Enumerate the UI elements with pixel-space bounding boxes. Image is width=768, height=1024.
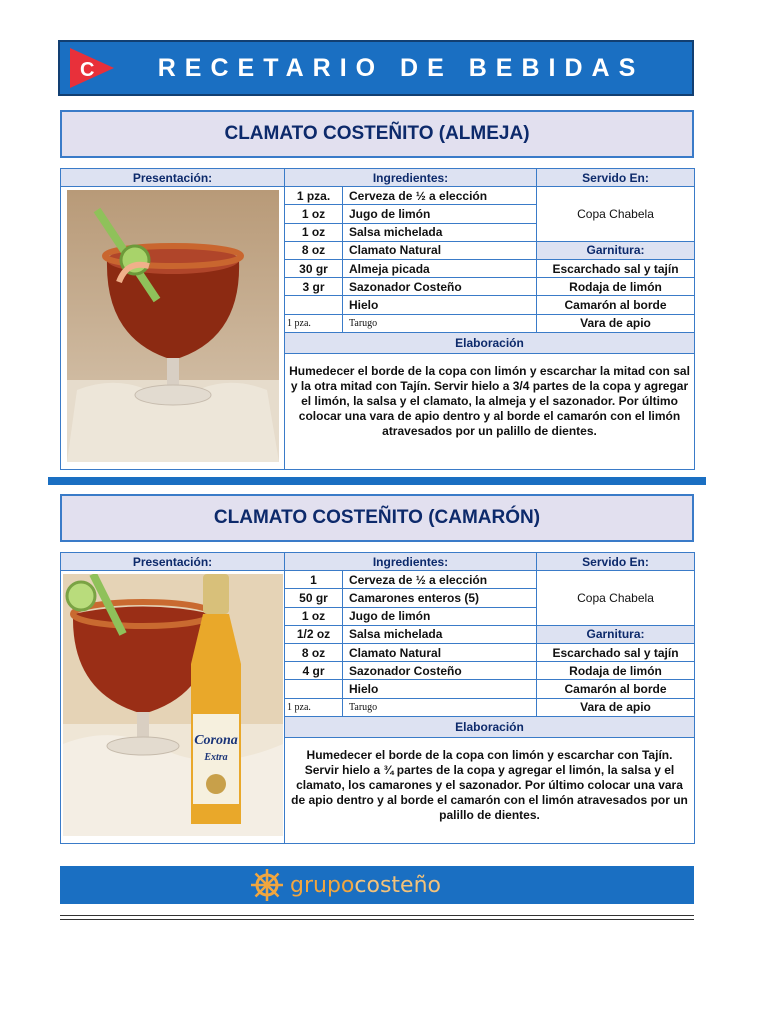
ingredient-name: Cerveza de ½ a elección	[343, 187, 537, 205]
garnish-item: Escarchado sal y tajín	[537, 643, 695, 661]
ingredient-name: Cerveza de ½ a elección	[343, 571, 537, 589]
garnish-item: Camarón al borde	[537, 680, 695, 698]
section-divider	[48, 477, 706, 485]
ingredient-qty: 1 pza.	[285, 314, 343, 332]
bottle-brand: Corona	[193, 733, 238, 749]
ingredients-header: Ingredientes:	[285, 553, 537, 571]
ingredient-name: Almeja picada	[343, 259, 537, 277]
footer-banner	[60, 866, 694, 904]
ingredient-name: Sazonador Costeño	[343, 278, 537, 296]
ingredient-name: Hielo	[343, 680, 537, 698]
ingredient-qty: 3 gr	[285, 278, 343, 296]
ingredient-qty: 50 gr	[285, 589, 343, 607]
ingredient-qty	[285, 680, 343, 698]
clamato-camaron-image	[63, 574, 283, 836]
elaboration-text: Humedecer el borde de la copa con limón y escarchar la mitad con sal y la otra mitad con Tajín. Servir hielo a 3/4 partes de la copa y agregar el limón, la salsa y el clamato, la almeja y el sazonador. Por último colocar una vara de apio dentro y al borde el camarón con el limón atravesados por un palillo de dientes.	[285, 353, 695, 469]
drink-photo	[61, 187, 285, 470]
bottle-sub: Extra	[203, 752, 228, 764]
ingredient-qty: 1 pza.	[285, 187, 343, 205]
ingredient-name: Sazonador Costeño	[343, 662, 537, 680]
garnish-item: Vara de apio	[537, 314, 695, 332]
ingredient-name: Hielo	[343, 296, 537, 314]
page-title: RECETARIO DE BEBIDAS	[157, 54, 645, 82]
bottom-rule	[60, 919, 694, 920]
footer-brand-part2: costeño	[354, 872, 441, 898]
ingredient-name: Camarones enteros (5)	[343, 589, 537, 607]
ingredient-qty: 4 gr	[285, 662, 343, 680]
bottom-rule	[60, 915, 694, 916]
served-in-header: Servido En:	[537, 169, 695, 187]
garnish-header: Garnitura:	[537, 625, 695, 643]
elaboration-header: Elaboración	[285, 716, 695, 737]
served-in-value: Copa Chabela	[537, 187, 695, 242]
garnish-header: Garnitura:	[537, 241, 695, 259]
recipe-title: CLAMATO COSTEÑITO (ALMEJA)	[60, 110, 694, 158]
elaboration-text: Humedecer el borde de la copa con limón y escarchar con Tajín. Servir hielo a ¾ partes de la copa y agregar el limón, la salsa y el clamato, los camarones y el sazonador. Por último colocar una vara de apio dentro y al borde el camarón con el limón atravesados por un palillo de dientes.	[285, 737, 695, 843]
served-in-header: Servido En:	[537, 553, 695, 571]
ingredient-qty: 8 oz	[285, 241, 343, 259]
presentation-header: Presentación:	[61, 169, 285, 187]
elaboration-header: Elaboración	[285, 332, 695, 353]
ingredient-qty: 1 oz	[285, 205, 343, 223]
served-in-value: Copa Chabela	[537, 571, 695, 626]
ingredient-name: Salsa michelada	[343, 625, 537, 643]
recipe-card-camaron	[60, 494, 694, 822]
logo-letter: C	[80, 59, 95, 81]
ingredient-qty: 1	[285, 571, 343, 589]
ingredient-qty: 1 oz	[285, 223, 343, 241]
ingredient-qty: 8 oz	[285, 643, 343, 661]
footer-brand	[290, 873, 441, 898]
clamato-almeja-image	[67, 190, 279, 462]
ingredient-name: Clamato Natural	[343, 643, 537, 661]
ship-wheel-icon	[250, 868, 284, 902]
footer-brand-part1: grupo	[290, 872, 355, 898]
drink-photo	[61, 571, 285, 844]
ingredient-name: Clamato Natural	[343, 241, 537, 259]
garnish-item: Rodaja de limón	[537, 662, 695, 680]
garnish-item: Vara de apio	[537, 698, 695, 716]
presentation-header: Presentación:	[61, 553, 285, 571]
ingredient-name: Jugo de limón	[343, 205, 537, 223]
recipe-card-almeja	[60, 110, 694, 438]
ingredient-name: Jugo de limón	[343, 607, 537, 625]
recipe-table	[60, 168, 695, 470]
footer-logo	[250, 868, 510, 902]
ingredient-qty: 30 gr	[285, 259, 343, 277]
recipe-table	[60, 552, 695, 844]
ingredient-name: Salsa michelada	[343, 223, 537, 241]
recipe-title: CLAMATO COSTEÑITO (CAMARÓN)	[60, 494, 694, 542]
ingredient-qty: 1/2 oz	[285, 625, 343, 643]
ingredient-qty	[285, 296, 343, 314]
ingredient-qty: 1 oz	[285, 607, 343, 625]
garnish-item: Camarón al borde	[537, 296, 695, 314]
ingredient-name: Tarugo	[343, 698, 537, 716]
header-banner	[58, 40, 694, 96]
garnish-item: Escarchado sal y tajín	[537, 259, 695, 277]
garnish-item: Rodaja de limón	[537, 278, 695, 296]
ingredients-header: Ingredientes:	[285, 169, 537, 187]
ingredient-name: Tarugo	[343, 314, 537, 332]
brand-flag-logo	[68, 46, 116, 90]
ingredient-qty: 1 pza.	[285, 698, 343, 716]
